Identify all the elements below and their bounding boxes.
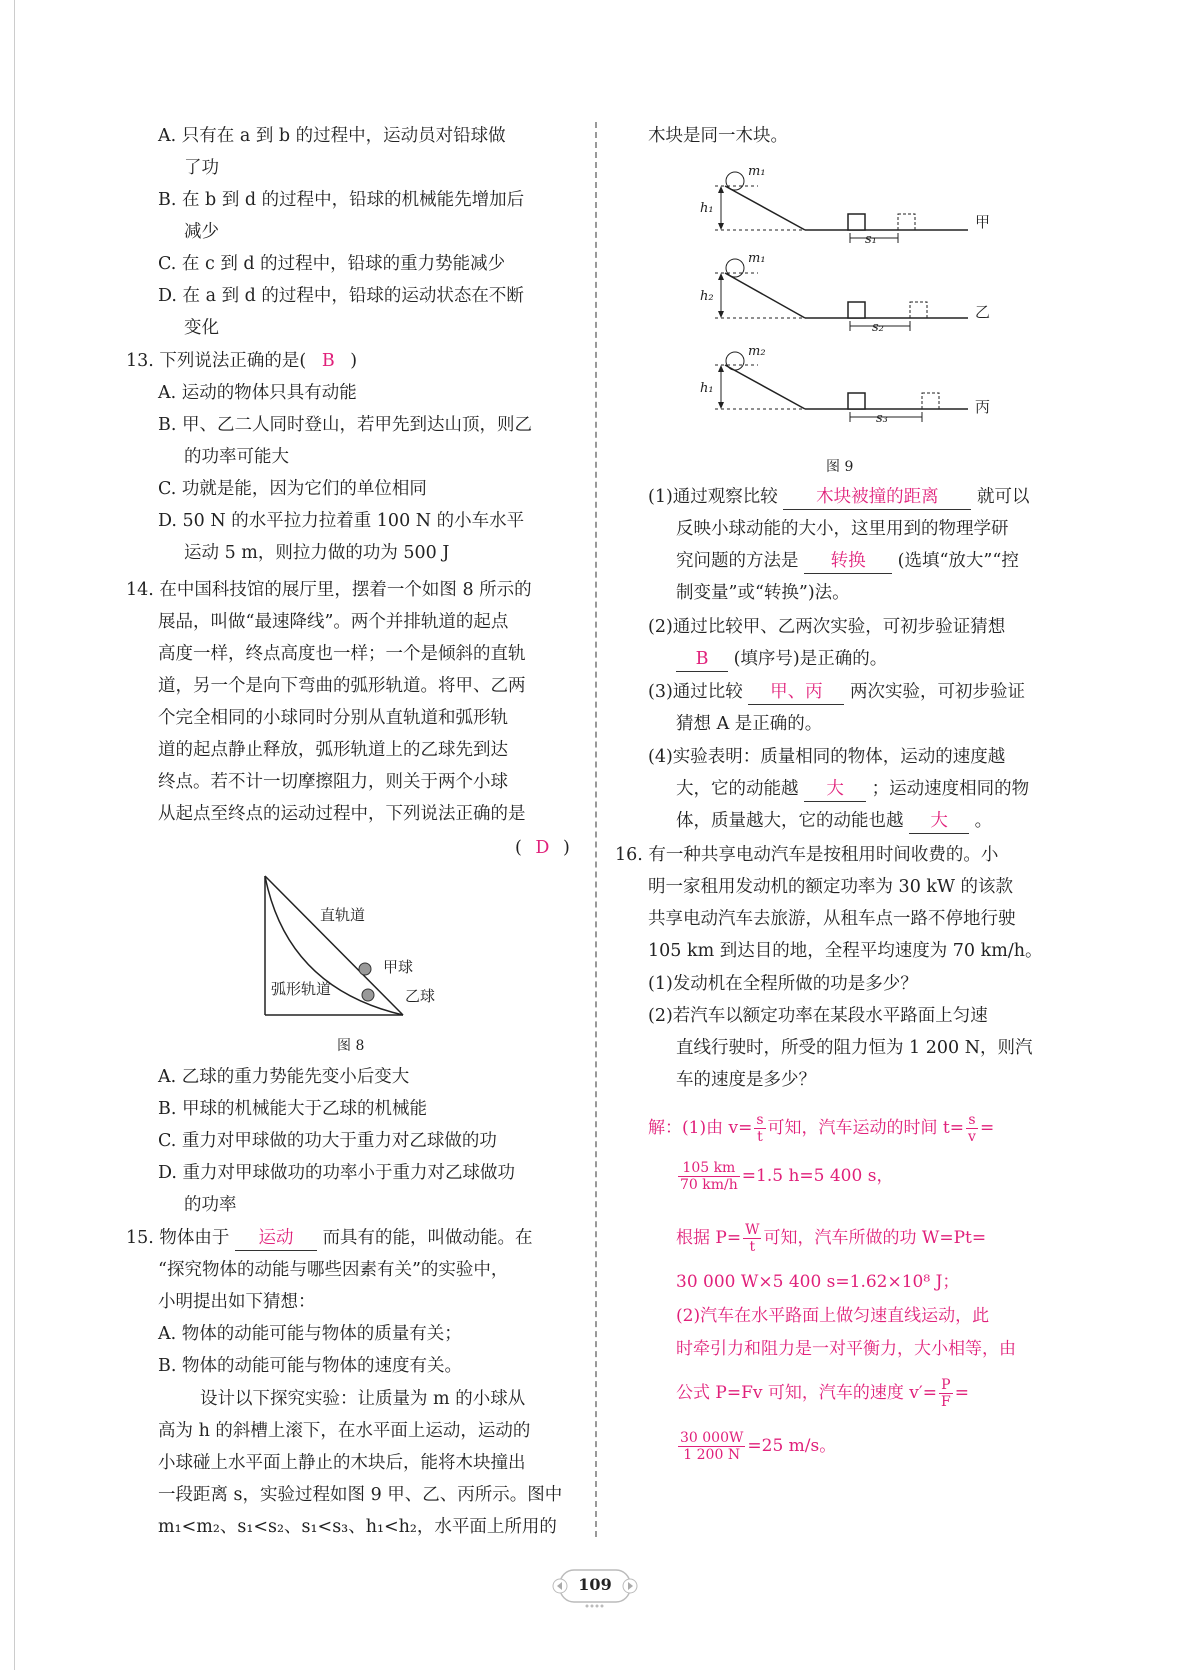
sol-frac-time bbox=[678, 1160, 740, 1193]
q14-paren-left: ( bbox=[515, 838, 522, 858]
fig9-row1-height: h₁ bbox=[700, 201, 714, 216]
solution-line7 bbox=[676, 1377, 969, 1410]
figure-9-diagram bbox=[690, 158, 990, 448]
fig9-row1-mass: m₁ bbox=[748, 164, 766, 179]
sol-text-1a: 解：(1)由 v= bbox=[648, 1118, 753, 1138]
column-divider bbox=[595, 122, 597, 1537]
fig9-row2-distance: s₂ bbox=[872, 320, 884, 335]
sol-frac-s-over-t bbox=[754, 1112, 765, 1145]
fig9-row2-height: h₂ bbox=[700, 289, 714, 304]
q15-line1-text-b: 而具有的能，叫做动能。在 bbox=[322, 1228, 533, 1248]
q14-line7: 终点。若不计一切摩擦阻力，则关于两个小球 bbox=[158, 772, 508, 792]
q15-continuation: 木块是同一木块。 bbox=[648, 126, 788, 146]
sol-frac-p-over-f bbox=[939, 1377, 953, 1410]
solution-line1 bbox=[648, 1112, 994, 1145]
q15-p4-line1: (4)实验表明：质量相同的物体，运动的速度越 bbox=[648, 747, 1006, 767]
q15-p4-blank1: 大 bbox=[804, 777, 866, 802]
sol-text-1c: = bbox=[979, 1118, 995, 1138]
q15-p3-text-b: 两次实验，可初步验证 bbox=[849, 682, 1025, 702]
q15-p1-text-e: (选填“放大”“控 bbox=[897, 551, 1019, 571]
q12-option-d-line2: 变化 bbox=[184, 318, 219, 338]
fig9-row3-tag: 丙 bbox=[975, 398, 991, 416]
q15-hypothesis-a: A. 物体的动能可能与物体的质量有关； bbox=[158, 1324, 462, 1344]
sol-text-7a: 公式 P=Fv 可知，汽车的速度 v′= bbox=[676, 1383, 938, 1403]
q15-p2-line2 bbox=[676, 647, 887, 672]
q15-p4-text-d: 体，质量越大，它的动能也越 bbox=[676, 811, 904, 831]
q12-option-a-line1: A. 只有在 a 到 b 的过程中，运动员对铅球做 bbox=[158, 126, 506, 146]
sol-frac-s-over-v bbox=[966, 1112, 978, 1145]
fig9-row2-mass: m₁ bbox=[748, 251, 766, 266]
sol-text-2: =1.5 h=5 400 s， bbox=[741, 1166, 894, 1186]
q16-sub2-line3: 车的速度是多少？ bbox=[676, 1070, 816, 1090]
q12-option-b-line1: B. 在 b 到 d 的过程中，铅球的机械能先增加后 bbox=[158, 190, 525, 210]
fig9-row3-distance: s₃ bbox=[876, 411, 888, 426]
q15-p1-text-a: (1)通过观察比较 bbox=[648, 487, 778, 507]
fig9-row3-height: h₁ bbox=[700, 381, 714, 396]
fig9-row2-block bbox=[848, 302, 865, 318]
solution-line5: (2)汽车在水平路面上做匀速直线运动，此 bbox=[676, 1306, 990, 1326]
fig8-ball-b bbox=[362, 989, 374, 1001]
sol-frac2-num: s bbox=[966, 1112, 978, 1129]
q15-p1-text-b: 就可以 bbox=[976, 487, 1030, 507]
fig8-caption: 图 8 bbox=[337, 1038, 365, 1054]
q14-option-d-line2: 的功率 bbox=[184, 1195, 237, 1215]
q16-line3: 共享电动汽车去旅游，从租车点一路不停地行驶 bbox=[648, 909, 1016, 929]
q13-option-b-line2: 的功率可能大 bbox=[184, 447, 289, 467]
q15-design-line3: 小球碰上水平面上静止的木块后，能将木块撞出 bbox=[158, 1453, 526, 1473]
q12-option-d-line1: D. 在 a 到 d 的过程中，铅球的运动状态在不断 bbox=[158, 286, 524, 306]
q15-p1-text-d: 究问题的方法是 bbox=[676, 551, 799, 571]
sol-text-3b: 可知，汽车所做的功 W=Pt= bbox=[763, 1228, 987, 1248]
q15-p2-line1: (2)通过比较甲、乙两次实验，可初步验证猜想 bbox=[648, 617, 1006, 637]
q12-option-b-line2: 减少 bbox=[184, 222, 219, 242]
fig8-straight-label: 直轨道 bbox=[320, 906, 366, 924]
q14-option-a: A. 乙球的重力势能先变小后变大 bbox=[158, 1067, 410, 1087]
sol-frac3-den: 70 km/h bbox=[680, 1177, 738, 1193]
sol-text-3a: 根据 P= bbox=[676, 1228, 742, 1248]
page-number: 109 bbox=[578, 1575, 612, 1594]
q13-stem-text: 13. 下列说法正确的是( bbox=[126, 351, 307, 371]
sol-frac2-den: v bbox=[968, 1129, 976, 1145]
q15-p3-line1 bbox=[648, 680, 1025, 705]
q15-design-line2: 高为 h 的斜槽上滚下，在水平面上运动，运动的 bbox=[158, 1421, 531, 1441]
q14-option-c: C. 重力对甲球做的功大于重力对乙球做的功 bbox=[158, 1131, 497, 1151]
sol-frac6-num: 30 000W bbox=[680, 1430, 744, 1446]
sol-frac-speed bbox=[678, 1430, 745, 1463]
q15-design-line4: 一段距离 s，实验过程如图 9 甲、乙、丙所示。图中 bbox=[158, 1485, 563, 1505]
q15-p4-line3 bbox=[676, 809, 992, 834]
sol-frac3-num: 105 km bbox=[678, 1160, 740, 1177]
q13-answer: B bbox=[321, 351, 335, 371]
q15-line3: 小明提出如下猜想： bbox=[158, 1292, 316, 1312]
q14-line1: 14. 在中国科技馆的展厅里，摆着一个如图 8 所示的 bbox=[126, 580, 532, 600]
q15-p4-blank2: 大 bbox=[909, 809, 969, 834]
q14-line5: 个完全相同的小球同时分别从直轨道和弧形轨 bbox=[158, 708, 508, 728]
fig9-row1-block bbox=[848, 214, 865, 230]
q15-p1-line3 bbox=[676, 549, 1019, 574]
fig9-row1-distance: s₁ bbox=[865, 232, 877, 247]
q14-answer-paren bbox=[515, 836, 570, 860]
q14-line8: 从起点至终点的运动过程中，下列说法正确的是 bbox=[158, 804, 526, 824]
q15-line1 bbox=[126, 1226, 533, 1251]
q13-option-a: A. 运动的物体只具有动能 bbox=[158, 383, 357, 403]
fig9-row2-tag: 乙 bbox=[975, 303, 991, 321]
q14-line2: 展品，叫做“最速降线”。两个并排轨道的起点 bbox=[158, 612, 509, 632]
page-edge bbox=[14, 0, 15, 1670]
sol-frac1-den: t bbox=[757, 1129, 763, 1145]
fig8-arc-label: 弧形轨道 bbox=[271, 980, 332, 998]
fig9-row3-mass: m₂ bbox=[748, 344, 766, 359]
q14-option-d-line1: D. 重力对甲球做功的功率小于重力对乙球做功 bbox=[158, 1163, 516, 1183]
fig9-row1-tag: 甲 bbox=[975, 213, 991, 231]
sol-text-7b: = bbox=[954, 1383, 969, 1403]
q13-option-d-line2: 运动 5 m，则拉力做的功为 500 J bbox=[184, 543, 450, 563]
q13-option-b-line1: B. 甲、乙二人同时登山，若甲先到达山顶，则乙 bbox=[158, 415, 532, 435]
q14-answer: D bbox=[535, 838, 550, 858]
sol-frac5-den: F bbox=[941, 1394, 951, 1410]
q16-line4: 105 km 到达目的地，全程平均速度为 70 km/h。 bbox=[648, 941, 1043, 961]
q12-option-c: C. 在 c 到 d 的过程中，铅球的重力势能减少 bbox=[158, 254, 506, 274]
q15-p4-text-e: 。 bbox=[974, 811, 993, 831]
q14-line4: 道，另一个是向下弯曲的弧形轨道。将甲、乙两 bbox=[158, 676, 526, 696]
solution-line2 bbox=[676, 1160, 893, 1193]
q15-p3-text-a: (3)通过比较 bbox=[648, 682, 743, 702]
fig9-caption: 图 9 bbox=[826, 459, 854, 475]
solution-line3 bbox=[676, 1222, 986, 1255]
q12-option-a-line2: 了功 bbox=[184, 158, 219, 178]
fig8-ball-a-label: 甲球 bbox=[383, 958, 414, 976]
sol-frac4-den: t bbox=[749, 1239, 756, 1255]
sol-text-8: =25 m/s。 bbox=[747, 1436, 837, 1456]
q14-line3: 高度一样，终点高度也一样；一个是倾斜的直轨 bbox=[158, 644, 526, 664]
q16-sub2-line2: 直线行驶时，所受的阻力恒为 1 200 N，则汽 bbox=[676, 1038, 1033, 1058]
q15-line1-text-a: 15. 物体由于 bbox=[126, 1228, 230, 1248]
q15-p1-line4: 制变量”或“转换”)法。 bbox=[676, 583, 850, 603]
q15-hypothesis-b: B. 物体的动能可能与物体的速度有关。 bbox=[158, 1356, 462, 1376]
q15-design-line5: m₁<m₂、s₁<s₂、s₁<s₃、h₁<h₂，水平面上所用的 bbox=[158, 1517, 557, 1537]
sol-frac4-num: W bbox=[745, 1222, 760, 1238]
q15-p1-blank2: 转换 bbox=[804, 549, 892, 574]
sol-frac5-num: P bbox=[939, 1377, 953, 1394]
q15-p4-text-c: ；运动速度相同的物 bbox=[871, 779, 1030, 799]
q14-line6: 道的起点静止释放，弧形轨道上的乙球先到达 bbox=[158, 740, 508, 760]
q15-p1-line1 bbox=[648, 485, 1029, 510]
solution-line6: 时牵引力和阻力是一对平衡力，大小相等，由 bbox=[676, 1339, 1016, 1359]
q16-line1: 16. 有一种共享电动汽车是按租用时间收费的。小 bbox=[615, 845, 999, 865]
fig9-row3-block bbox=[848, 393, 865, 409]
q13-paren: ) bbox=[350, 351, 358, 371]
q15-p2-blank: B bbox=[676, 647, 728, 672]
q13-stem bbox=[126, 349, 357, 373]
sol-frac6-den: 1 200 N bbox=[683, 1447, 741, 1463]
q16-line2: 明一家租用发动机的额定功率为 30 kW 的该款 bbox=[648, 877, 1014, 897]
q16-sub2-line1: (2)若汽车以额定功率在某段水平路面上匀速 bbox=[648, 1006, 988, 1026]
solution-line4: 30 000 W×5 400 s=1.62×10⁸ J； bbox=[676, 1272, 960, 1292]
q15-design-line1: 设计以下探究实验：让质量为 m 的小球从 bbox=[200, 1389, 526, 1409]
q14-paren-right: ) bbox=[563, 838, 570, 858]
q15-p1-line2: 反映小球动能的大小，这里用到的物理学研 bbox=[676, 519, 1009, 539]
sol-frac-w-over-t bbox=[743, 1222, 761, 1255]
fig8-ball-a bbox=[359, 963, 371, 975]
q13-option-c: C. 功就是能，因为它们的单位相同 bbox=[158, 479, 427, 499]
q13-option-d-line1: D. 50 N 的水平拉力拉着重 100 N 的小车水平 bbox=[158, 511, 525, 531]
sol-frac1-num: s bbox=[756, 1112, 764, 1128]
q15-blank-answer: 运动 bbox=[235, 1226, 317, 1251]
q15-p4-text-b: 大，它的动能越 bbox=[676, 779, 799, 799]
solution-line8 bbox=[676, 1430, 836, 1463]
q14-option-b: B. 甲球的机械能大于乙球的机械能 bbox=[158, 1099, 427, 1119]
q15-p2-text-b: (填序号)是正确的。 bbox=[733, 649, 888, 669]
q15-p3-blank: 甲、丙 bbox=[748, 680, 844, 705]
q15-p3-line2: 猜想 A 是正确的。 bbox=[676, 714, 823, 734]
q15-p1-blank1: 木块被撞的距离 bbox=[783, 485, 971, 510]
q15-p4-line2 bbox=[676, 777, 1029, 802]
q15-line2: “探究物体的动能与哪些因素有关”的实验中， bbox=[158, 1260, 509, 1280]
fig8-ball-b-label: 乙球 bbox=[405, 987, 436, 1005]
sol-text-1b: 可知，汽车运动的时间 t= bbox=[767, 1118, 965, 1138]
q16-sub1: (1)发动机在全程所做的功是多少？ bbox=[648, 974, 918, 994]
